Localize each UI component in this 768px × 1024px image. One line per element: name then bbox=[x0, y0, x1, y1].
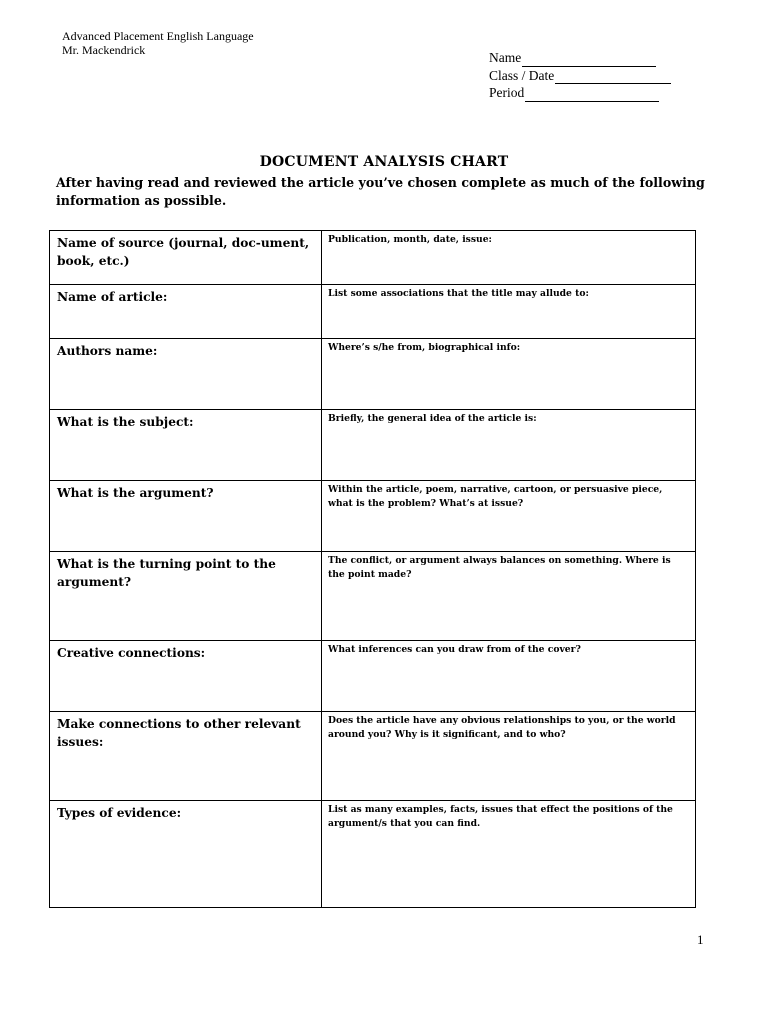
course-name: Advanced Placement English Language bbox=[62, 29, 254, 43]
row-label: What is the turning point to the argument? bbox=[50, 552, 322, 641]
row-prompt-cell[interactable]: The conflict, or argument always balances on something. Where is the point made? bbox=[322, 552, 696, 641]
name-field[interactable] bbox=[489, 49, 671, 67]
row-prompt-cell[interactable]: Does the article have any obvious relationships to you, or the world around you? Why is it significant, and to who? bbox=[322, 712, 696, 801]
table-row bbox=[50, 481, 696, 552]
row-label: Name of article: bbox=[50, 285, 322, 339]
row-label: Name of source (journal, doc-ument, book, etc.) bbox=[50, 231, 322, 285]
class-date-field-label: Class / Date bbox=[489, 67, 555, 83]
row-label: Types of evidence: bbox=[50, 801, 322, 908]
table-row bbox=[50, 339, 696, 410]
row-label: What is the argument? bbox=[50, 481, 322, 552]
student-info-fields bbox=[489, 49, 671, 102]
table-row bbox=[50, 641, 696, 712]
row-prompt-cell[interactable]: What inferences can you draw from of the cover? bbox=[322, 641, 696, 712]
name-field-label: Name bbox=[489, 50, 522, 65]
period-blank-line[interactable] bbox=[525, 88, 659, 102]
row-prompt-cell[interactable]: Where’s s/he from, biographical info: bbox=[322, 339, 696, 410]
table-row bbox=[50, 712, 696, 801]
table-row bbox=[50, 552, 696, 641]
analysis-chart-table bbox=[49, 230, 696, 908]
row-prompt-cell[interactable]: List some associations that the title may allude to: bbox=[322, 285, 696, 339]
period-field-label: Period bbox=[489, 85, 525, 100]
name-blank-line[interactable] bbox=[522, 53, 656, 67]
page-number: 1 bbox=[697, 932, 704, 947]
table-row bbox=[50, 231, 696, 285]
table-row bbox=[50, 410, 696, 481]
row-prompt-cell[interactable]: Publication, month, date, issue: bbox=[322, 231, 696, 285]
table-row bbox=[50, 801, 696, 908]
row-label: Authors name: bbox=[50, 339, 322, 410]
course-header bbox=[62, 29, 254, 57]
row-prompt-cell[interactable]: Briefly, the general idea of the article is: bbox=[322, 410, 696, 481]
teacher-name: Mr. Mackendrick bbox=[62, 43, 146, 57]
class-date-blank-line[interactable] bbox=[555, 70, 671, 84]
document-title: DOCUMENT ANALYSIS CHART bbox=[259, 154, 509, 170]
class-date-field[interactable] bbox=[489, 67, 671, 85]
row-label: What is the subject: bbox=[50, 410, 322, 481]
period-field[interactable] bbox=[489, 84, 671, 102]
instructions: After having read and reviewed the article you’ve chosen complete as much of the following information as possible. bbox=[56, 175, 705, 208]
row-label: Creative connections: bbox=[50, 641, 322, 712]
row-prompt-cell[interactable]: Within the article, poem, narrative, cartoon, or persuasive piece, what is the problem? What’s at issue? bbox=[322, 481, 696, 552]
row-label: Make connections to other relevant issues: bbox=[50, 712, 322, 801]
row-prompt-cell[interactable]: List as many examples, facts, issues that effect the positions of the argument/s that you can find. bbox=[322, 801, 696, 908]
table-row bbox=[50, 285, 696, 339]
